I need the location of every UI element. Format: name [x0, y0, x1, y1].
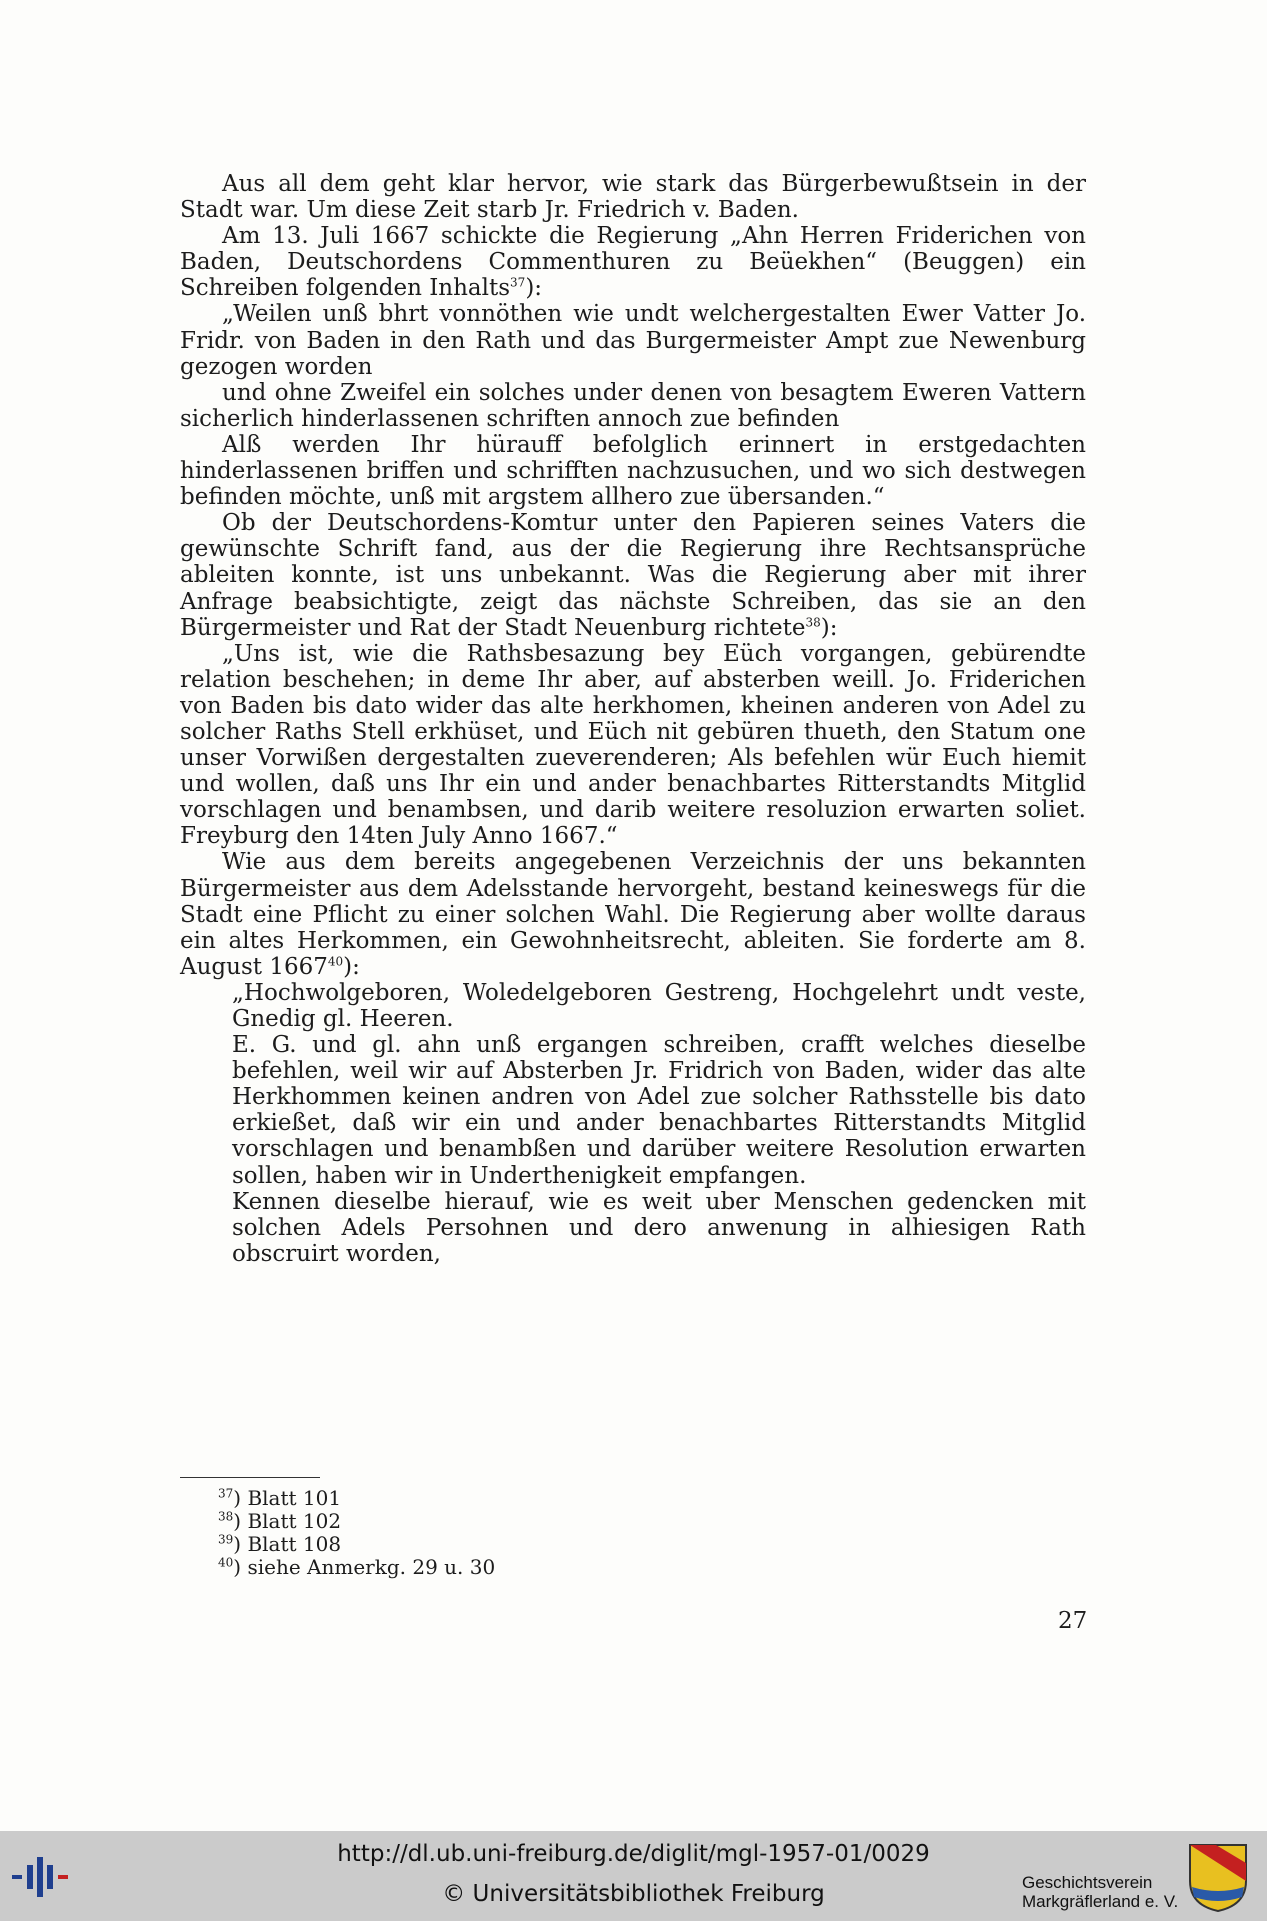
paragraph — [232, 1189, 1086, 1267]
footnote: $^{38}$) Blatt 102 — [218, 1509, 342, 1533]
footnote: $^{37}$) Blatt 101 — [218, 1486, 342, 1510]
footnote-text: Blatt 102 — [247, 1509, 342, 1533]
paragraph — [180, 380, 1086, 432]
footnote-number: 39 — [218, 1532, 234, 1547]
footnote: $^{39}$) Blatt 108 — [218, 1532, 342, 1556]
paragraph-text: „Uns ist, wie die Rathsbesazung bey Eüch vorgangen, gebürendte relation beschehen; in deme Ihr aber, auf absterben weill. Jo. Friderichen von Baden bis dato wider das alte herkhomen, kheinen anderen von Adel zu solcher Raths Stell erkhüset, und Eüch nit gebüren thueth, den Statum one unser Vorwißen dergestalten zueverenderen; Als befehlen wür Euch hiemit und wollen, daß uns Ihr ein und ander benachbartes Ritterstandts Mitglid vorschlagen und benambsen, und darib weitere resoluzion erwarten soliet. Freyburg den 14ten July Anno 1667.“ — [180, 640, 1086, 850]
footer-bar — [0, 1831, 1267, 1921]
society-name — [1022, 1873, 1178, 1911]
paragraph-text: E. G. und gl. ahn unß ergangen schreiben, crafft welches dieselbe befehlen, weil wir auf Absterben Jr. Fridrich von Baden, wider das alte Herkhommen keinen andren von Adel zue solcher Rathsstelle bis dato erkießet, daß wir ein und ander benachbartes Ritterstandts Mitglid vorschlagen und benambßen und darüber weitere Resolution erwarten sollen, haben wir in Underthenigkeit empfangen. — [232, 1032, 1086, 1189]
footnote-text: siehe Anmerkg. 29 u. 30 — [247, 1555, 496, 1579]
paragraph-text: Alß werden Ihr hürauff befolglich erinnert in erstgedachten hinderlassenen briffen und schrifften nachzusuchen, und wo sich destwegen befinden möchte, unß mit argstem allhero zue übersanden.“ — [180, 431, 1086, 511]
footnote-number: 40 — [218, 1555, 234, 1570]
paragraph — [180, 432, 1086, 510]
paragraph-text: Am 13. Juli 1667 schickte die Regierung „Ahn Herren Friderichen von Baden, Deutschordens Commenthuren zu Beüekhen“ (Beuggen) ein Schreiben folgenden Inhalts — [180, 223, 1086, 302]
footnote-text: Blatt 108 — [247, 1532, 342, 1556]
paragraph — [180, 510, 1086, 640]
footnote-ref[interactable]: 37 — [510, 275, 526, 290]
paragraph-text: und ohne Zweifel ein solches under denen von besagtem Eweren Vattern sicherlich hinderlassenen schriften annoch zue befinden — [180, 379, 1086, 432]
paragraph — [180, 171, 1086, 223]
paragraph-text-cont: ): — [820, 614, 838, 641]
page-number: 27 — [1058, 1608, 1088, 1634]
society-name-line1: Geschichtsverein — [1022, 1873, 1153, 1892]
paragraph — [180, 641, 1086, 850]
paragraph-text: „Weilen unß bhrt vonnöthen wie undt welchergestalten Ewer Vatter Jo. Fridr. von Baden in den Rath und das Burgermeister Ampt zue Newenburg gezogen worden — [180, 301, 1086, 380]
society-name-line2: Markgräflerland e. V. — [1022, 1892, 1179, 1911]
copyright-text: © Universitätsbibliothek Freiburg — [442, 1881, 825, 1907]
footnote-number: 37 — [218, 1486, 234, 1501]
paragraph-text: Ob der Deutschordens-Komtur unter den Papieren seines Vaters die gewünschte Schrift fand, aus der die Regierung ihre Rechtsansprüche ableiten konnte, ist uns unbekannt. Was die Regierung aber mit ihrer Anfrage beabsichtigte, zeigt das nächste Schreiben, das sie an den Bürgermeister und Rat der Stadt Neuenburg richtete — [180, 510, 1086, 641]
paragraph — [232, 980, 1086, 1032]
paragraph-text: Aus all dem geht klar hervor, wie stark das Bürgerbewußtsein in der Stadt war. Um diese Zeit starb Jr. Friedrich v. Baden. — [180, 171, 1086, 224]
paragraph-text: Wie aus dem bereits angegebenen Verzeichnis der uns bekannten Bürgermeister aus dem Adelsstande hervorgeht, bestand keineswegs für die Stadt eine Pflicht zu einer solchen Wahl. Die Regierung aber wollte daraus ein altes Herkommen, ein Gewohnheitsrecht, ableiten. Sie forderte am 8. August 1667 — [180, 849, 1086, 980]
paragraph — [180, 223, 1086, 301]
paragraph-text-cont: ): — [525, 275, 543, 302]
paragraph — [180, 849, 1086, 979]
coat-of-arms-icon — [1188, 1843, 1248, 1913]
paragraph-text: Kennen dieselbe hierauf, wie es weit uber Menschen gedencken mit solchen Adels Persohnen und dero anwenung in alhiesigen Rath obscruirt worden, — [232, 1188, 1086, 1267]
footnote-text: Blatt 101 — [247, 1486, 342, 1510]
permalink-url[interactable]: http://dl.ub.uni-freiburg.de/diglit/mgl-1957-01/0029 — [337, 1841, 930, 1867]
paragraph-text: „Hochwolgeboren, Woledelgeboren Gestreng, Hochgelehrt undt veste, Gnedig gl. Heeren. — [232, 979, 1086, 1032]
paragraph — [232, 1032, 1086, 1189]
footnote-ref[interactable]: 38 — [805, 614, 821, 629]
footnote-divider — [180, 1477, 320, 1478]
body-text — [180, 171, 1086, 1267]
paragraph — [180, 301, 1086, 379]
paragraph-text-cont: ): — [343, 953, 360, 980]
footnote: $^{40}$) siehe Anmerkg. 29 u. 30 — [218, 1555, 496, 1579]
footnote-ref[interactable]: 40 — [327, 954, 344, 969]
footnote-number: 38 — [218, 1509, 234, 1524]
footnotes — [218, 1487, 495, 1579]
